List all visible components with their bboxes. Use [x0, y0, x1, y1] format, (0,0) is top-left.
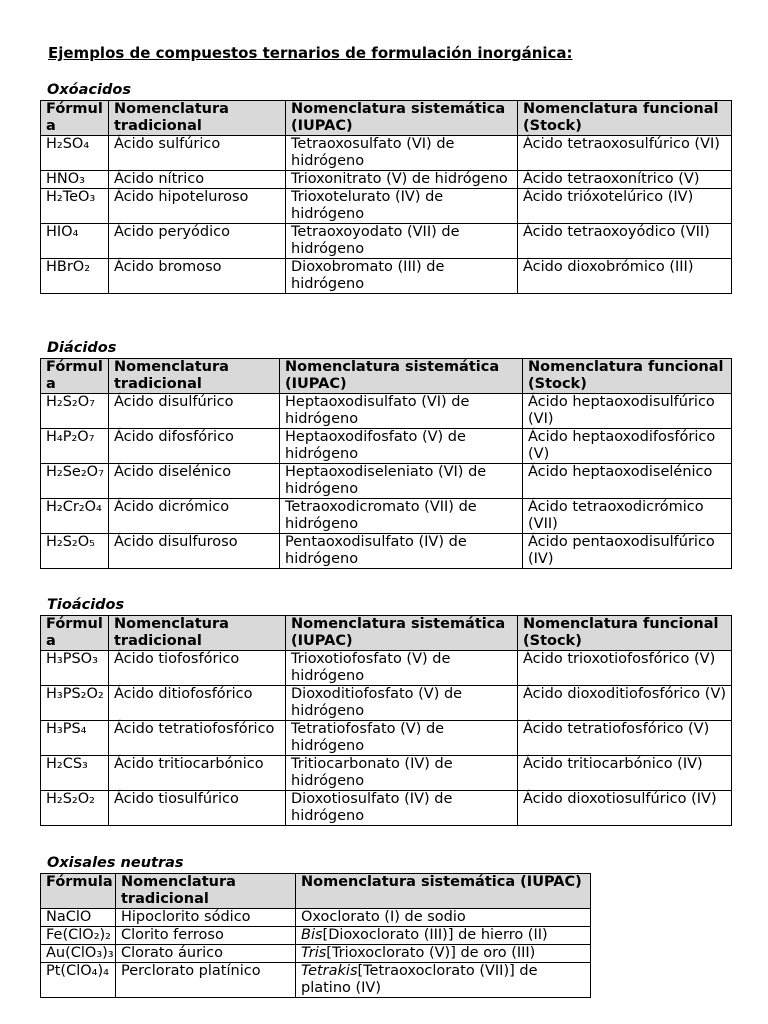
traditional-name-cell: Ácido disulfúrico [109, 394, 280, 429]
systematic-name-cell: Tetraoxodicromato (VII) de hidrógeno [280, 499, 523, 534]
table-row [41, 651, 732, 686]
name-text: [Dioxoclorato (III)] de hierro (II) [322, 927, 548, 943]
formula-cell: H₂SO₄ [41, 136, 109, 171]
formula-cell: H₄P₂O₇ [41, 429, 109, 464]
table-row [41, 945, 591, 963]
formula-cell: HBrO₂ [41, 259, 109, 294]
systematic-name-cell: Heptaoxodiseleniato (VI) de hidrógeno [280, 464, 523, 499]
column-header: Nomenclatura sistemática (IUPAC) [286, 101, 518, 136]
table-row [41, 534, 732, 569]
traditional-name-cell: Ácido peryódico [109, 224, 286, 259]
systematic-name-cell: Trioxonitrato (V) de hidrógeno [286, 171, 518, 189]
systematic-name-cell: Heptaoxodifosfato (V) de hidrógeno [280, 429, 523, 464]
column-header: Nomenclatura funcional (Stock) [518, 101, 732, 136]
traditional-name-cell: Ácido tiosulfúrico [109, 791, 286, 826]
name-text: [Tetraoxoclorato (VII)] de platino (IV) [301, 963, 538, 996]
systematic-name-cell: Trioxotiofosfato (V) de hidrógeno [286, 651, 518, 686]
formula-cell: H₂S₂O₂ [41, 791, 109, 826]
header-row [41, 101, 732, 136]
table-row [41, 721, 732, 756]
systematic-name-cell: Heptaoxodisulfato (VI) de hidrógeno [280, 394, 523, 429]
traditional-name-cell: Perclorato platínico [116, 963, 296, 998]
stock-name-cell: Ácido trióxotelúrico (IV) [518, 189, 732, 224]
column-header: Nomenclatura sistemática (IUPAC) [280, 359, 523, 394]
multiplier-prefix: Tetrakis [301, 963, 358, 979]
formula-cell: H₂CS₃ [41, 756, 109, 791]
traditional-name-cell: Ácido bromoso [109, 259, 286, 294]
traditional-name-cell: Ácido disulfuroso [109, 534, 280, 569]
stock-name-cell: Ácido heptaoxodisulfúrico (VI) [523, 394, 732, 429]
header-row [41, 616, 732, 651]
stock-name-cell: Ácido pentaoxodisulfúrico (IV) [523, 534, 732, 569]
stock-name-cell: Ácido tetratiofosfórico (V) [518, 721, 732, 756]
column-header: Nomenclatura tradicional [109, 616, 286, 651]
stock-name-cell: Ácido tetraoxonítrico (V) [518, 171, 732, 189]
table-row [41, 963, 591, 998]
systematic-name-cell: Tritiocarbonato (IV) de hidrógeno [286, 756, 518, 791]
table-row [41, 927, 591, 945]
table-row [41, 686, 732, 721]
traditional-name-cell: Ácido dicrómico [109, 499, 280, 534]
table-row [41, 136, 732, 171]
page-title: Ejemplos de compuestos ternarios de formulación inorgánica: [48, 44, 573, 62]
table-row [41, 756, 732, 791]
stock-name-cell: Ácido tetraoxoyódico (VII) [518, 224, 732, 259]
traditional-name-cell: Ácido tetratiofosfórico [109, 721, 286, 756]
systematic-name-cell: Tetraoxoyodato (VII) de hidrógeno [286, 224, 518, 259]
formula-cell: H₂Cr₂O₄ [41, 499, 109, 534]
column-header: Nomenclatura funcional (Stock) [523, 359, 732, 394]
formula-cell: NaClO [41, 909, 116, 927]
formula-cell: H₂S₂O₇ [41, 394, 109, 429]
traditional-name-cell: Clorato áurico [116, 945, 296, 963]
name-text: Oxoclorato (I) de sodio [301, 909, 466, 925]
table-row [41, 909, 591, 927]
column-header: Fórmula [41, 874, 116, 909]
stock-name-cell: Ácido heptaoxodifosfórico (V) [523, 429, 732, 464]
column-header: Fórmula [41, 359, 109, 394]
column-header: Nomenclatura sistemática (IUPAC) [286, 616, 518, 651]
formula-cell: H₃PSO₃ [41, 651, 109, 686]
traditional-name-cell: Ácido ditiofosfórico [109, 686, 286, 721]
name-text: [Trioxoclorato (V)] de oro (III) [326, 945, 536, 961]
stock-name-cell: Ácido dioxobrómico (III) [518, 259, 732, 294]
stock-name-cell: Ácido dioxotiosulfúrico (IV) [518, 791, 732, 826]
formula-cell: H₃PS₄ [41, 721, 109, 756]
formula-cell: Pt(ClO₄)₄ [41, 963, 116, 998]
traditional-name-cell: Ácido difosfórico [109, 429, 280, 464]
systematic-name-cell: Dioxoditiofosfato (V) de hidrógeno [286, 686, 518, 721]
traditional-name-cell: Ácido hipoteluroso [109, 189, 286, 224]
systematic-name-cell: Tetraoxosulfato (VI) de hidrógeno [286, 136, 518, 171]
column-header: Nomenclatura tradicional [109, 101, 286, 136]
traditional-name-cell: Hipoclorito sódico [116, 909, 296, 927]
table-row [41, 499, 732, 534]
systematic-name-cell: Pentaoxodisulfato (IV) de hidrógeno [280, 534, 523, 569]
formula-cell: Fe(ClO₂)₂ [41, 927, 116, 945]
systematic-name-cell [296, 927, 591, 945]
stock-name-cell: Ácido dioxoditiofosfórico (V) [518, 686, 732, 721]
formula-cell: H₃PS₂O₂ [41, 686, 109, 721]
systematic-name-cell [296, 945, 591, 963]
stock-name-cell: Ácido tetraoxodicrómico (VII) [523, 499, 732, 534]
systematic-name-cell: Dioxotiosulfato (IV) de hidrógeno [286, 791, 518, 826]
formula-cell: H₂TeO₃ [41, 189, 109, 224]
stock-name-cell: Ácido trioxotiofosfórico (V) [518, 651, 732, 686]
systematic-name-cell: Tetratiofosfato (V) de hidrógeno [286, 721, 518, 756]
table-row [41, 171, 732, 189]
table-row [41, 791, 732, 826]
oxisales-neutras-table [40, 873, 591, 998]
traditional-name-cell: Clorito ferroso [116, 927, 296, 945]
column-header: Fórmula [41, 616, 109, 651]
table-row [41, 259, 732, 294]
section-title-diacidos: Diácidos [47, 340, 117, 356]
systematic-name-cell: Dioxobromato (III) de hidrógeno [286, 259, 518, 294]
header-row [41, 359, 732, 394]
formula-cell: Au(ClO₃)₃ [41, 945, 116, 963]
table-row [41, 429, 732, 464]
column-header: Nomenclatura funcional (Stock) [518, 616, 732, 651]
section-title-tioacidos: Tioácidos [47, 597, 125, 613]
formula-cell: H₂Se₂O₇ [41, 464, 109, 499]
traditional-name-cell: Ácido nítrico [109, 171, 286, 189]
column-header: Nomenclatura tradicional [116, 874, 296, 909]
systematic-name-cell [296, 963, 591, 998]
stock-name-cell: Ácido heptaoxodiselénico [523, 464, 732, 499]
formula-cell: HNO₃ [41, 171, 109, 189]
stock-name-cell: Ácido tritiocarbónico (IV) [518, 756, 732, 791]
traditional-name-cell: Ácido tritiocarbónico [109, 756, 286, 791]
diacidos-table [40, 358, 732, 569]
column-header: Nomenclatura sistemática (IUPAC) [296, 874, 591, 909]
header-row [41, 874, 591, 909]
multiplier-prefix: Tris [301, 945, 327, 961]
formula-cell: HIO₄ [41, 224, 109, 259]
oxoacidos-table [40, 100, 732, 294]
formula-cell: H₂S₂O₅ [41, 534, 109, 569]
section-title-oxoacidos: Oxóacidos [47, 82, 131, 98]
stock-name-cell: Ácido tetraoxosulfúrico (VI) [518, 136, 732, 171]
section-title-oxisales-neutras: Oxisales neutras [47, 855, 184, 871]
table-row [41, 189, 732, 224]
traditional-name-cell: Ácido diselénico [109, 464, 280, 499]
systematic-name-cell: Trioxotelurato (IV) de hidrógeno [286, 189, 518, 224]
table-row [41, 224, 732, 259]
column-header: Fórmula [41, 101, 109, 136]
table-row [41, 464, 732, 499]
table-row [41, 394, 732, 429]
multiplier-prefix: Bis [301, 927, 323, 943]
tioacidos-table [40, 615, 732, 826]
traditional-name-cell: Ácido tiofosfórico [109, 651, 286, 686]
column-header: Nomenclatura tradicional [109, 359, 280, 394]
systematic-name-cell [296, 909, 591, 927]
traditional-name-cell: Ácido sulfúrico [109, 136, 286, 171]
